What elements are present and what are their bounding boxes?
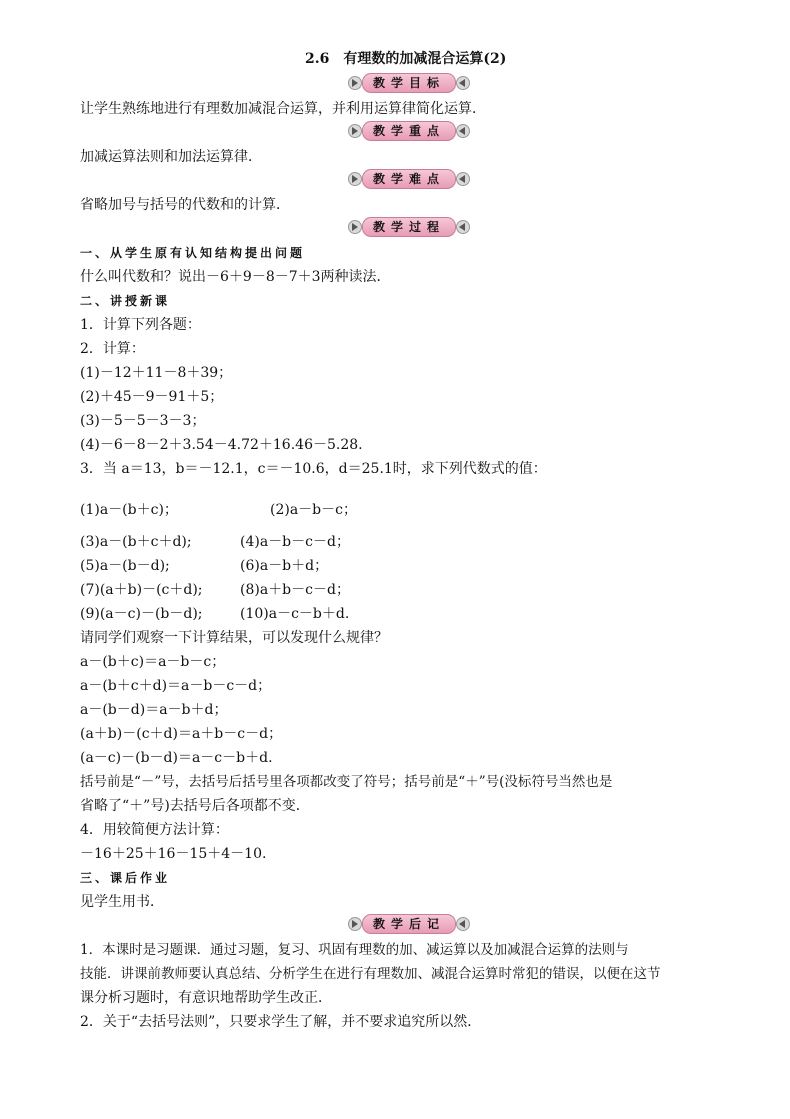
page-title: 2.6 有理数的加减混合运算(2) (305, 51, 507, 67)
arrow-right-icon (348, 172, 362, 186)
note-line: 2．关于“去括号法则”，只要求学生了解，并不要求追究所以然． (80, 1014, 482, 1030)
arrow-right-icon (348, 76, 362, 90)
expression-item: (1)a－(b＋c)； (80, 502, 178, 518)
expression-item: (7)(a＋b)－(c＋d); (80, 582, 203, 598)
arrow-left-icon (456, 172, 470, 186)
text-line: 括号前是“－”号，去括号后括号里各项都改变了符号；括号前是“＋”号(没标符号当然也是 (80, 774, 613, 790)
key-points-text: 加减运算法则和加法运算律． (80, 149, 262, 165)
text-line: 4．用较简便方法计算： (80, 822, 229, 838)
objectives-text: 让学生熟练地进行有理数加减混合运算，并利用运算律简化运算． (80, 101, 486, 117)
difficulties-text: 省略加号与括号的代数和的计算． (80, 197, 290, 213)
expression-item: (3)a－(b＋c＋d); (80, 534, 192, 550)
section-heading-1: 一、从学生原有认知结构提出问题 (80, 246, 306, 260)
banner-label: 教学后记 (362, 914, 456, 934)
section-heading-2: 二、讲授新课 (80, 294, 171, 308)
expression-item: (10)a－c－b＋d. (240, 606, 350, 622)
rule-line: (a－c)－(b－d)＝a－c－b＋d. (80, 750, 273, 766)
banner-objectives (348, 73, 470, 93)
arrow-left-icon (456, 76, 470, 90)
text-line: 2．计算： (80, 341, 145, 357)
expression-item: (4)a－b－c－d； (240, 534, 350, 550)
arrow-right-icon (348, 917, 362, 931)
banner-difficulties (348, 169, 470, 189)
expression-item: (6)a－b＋d； (240, 558, 329, 574)
text-line: 见学生用书． (80, 894, 164, 910)
text-line: 请同学们观察一下计算结果，可以发现什么规律？ (80, 630, 388, 646)
section-heading-3: 三、课后作业 (80, 871, 171, 885)
banner-key-points (348, 121, 470, 141)
note-line: 课分析习题时，有意识地帮助学生改正． (80, 990, 332, 1006)
text-line: 1．计算下列各题： (80, 317, 201, 333)
rule-line: a－(b＋c＋d)＝a－b－c－d； (80, 678, 272, 694)
text-line: 省略了“＋”号)去括号后各项都不变． (80, 798, 310, 814)
expression-item: (9)(a－c)－(b－d); (80, 606, 203, 622)
text-line: (1)－12＋11－8＋39； (80, 365, 233, 381)
banner-process (348, 217, 470, 237)
rule-line: a－(b－d)＝a－b＋d； (80, 702, 228, 718)
banner-reflection (348, 914, 470, 934)
arrow-left-icon (456, 917, 470, 931)
text-line: (3)－5－5－3－3； (80, 413, 206, 429)
text-line: (4)－6－8－2＋3.54－4.72＋16.46－5.28. (80, 437, 363, 453)
rule-line: (a＋b)－(c＋d)＝a＋b－c－d； (80, 726, 283, 742)
banner-label: 教学重点 (362, 121, 456, 141)
banner-label: 教学目标 (362, 73, 456, 93)
text-line: (2)＋45－9－91＋5； (80, 389, 224, 405)
rule-line: a－(b＋c)＝a－b－c； (80, 654, 226, 670)
expression-item: (8)a＋b－c－d； (240, 582, 350, 598)
arrow-left-icon (456, 220, 470, 234)
arrow-right-icon (348, 220, 362, 234)
note-line: 技能．讲课前教师要认真总结、分析学生在进行有理数加、减混合运算时常犯的错误，以便在这节 (80, 966, 661, 982)
expression-item: (2)a－b－c； (270, 502, 357, 518)
expression-item: (5)a－(b－d); (80, 558, 170, 574)
banner-label: 教学难点 (362, 169, 456, 189)
text-line: 3．当 a＝13，b＝－12.1，c＝－10.6，d＝25.1时，求下列代数式的值： (80, 461, 547, 477)
arrow-right-icon (348, 124, 362, 138)
banner-label: 教学过程 (362, 217, 456, 237)
text-line: 什么叫代数和？说出－6＋9－8－7＋3两种读法． (80, 269, 391, 285)
text-line: －16＋25＋16－15＋4－10. (80, 846, 267, 862)
arrow-left-icon (456, 124, 470, 138)
note-line: 1．本课时是习题课．通过习题，复习、巩固有理数的加、减运算以及加减混合运算的法则与 (80, 942, 629, 958)
